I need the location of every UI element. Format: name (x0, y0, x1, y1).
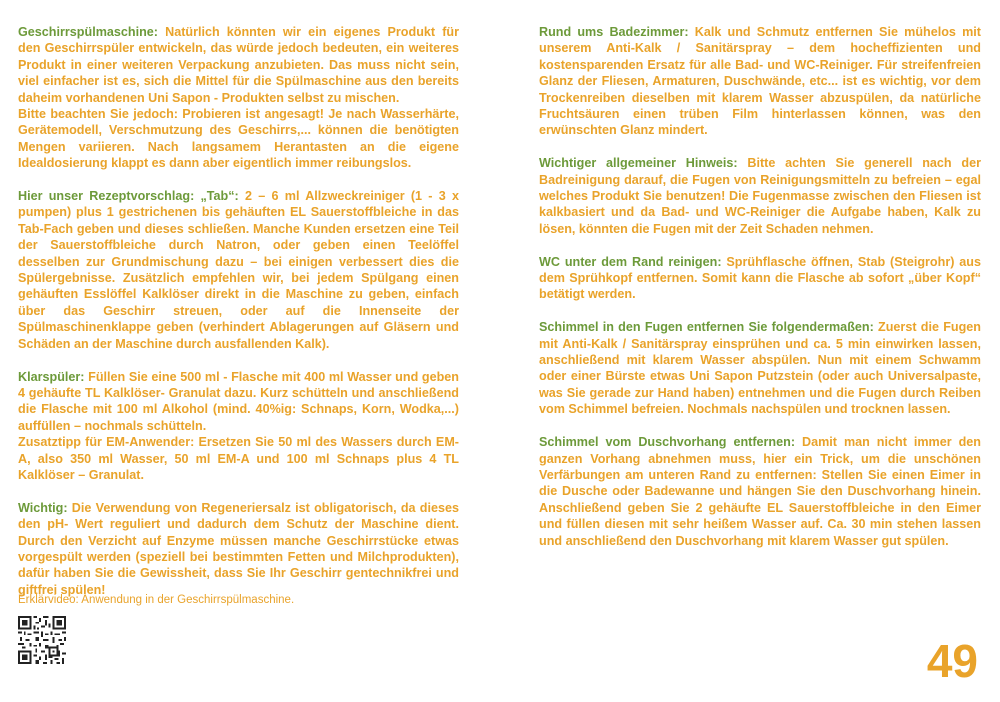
paragraph-klarspueler (18, 369, 459, 484)
heading-wc: WC unter dem Rand reinigen: (539, 254, 722, 269)
heading-schimmel-duschvorhang: Schimmel vom Duschvorhang entfernen: (539, 435, 796, 450)
paragraph-rezeptvorschlag (18, 188, 459, 352)
qr-code-icon[interactable] (18, 616, 66, 664)
paragraph-schimmel-duschvorhang (539, 434, 981, 549)
paragraph-text: Bitte achten Sie generell nach der Badreinigung darauf, die Fugen von Reinigungsmitteln zu befreien – egal welches Produkt Sie benutzen! Die Fugenmasse zwischen den Fliesen ist kalkbasiert und da Bad- und WC-Reiniger die Aufgabe haben, Kalk zu lösen, könnten die Fugen mit der Zeit Schaden nehmen. (539, 156, 981, 236)
heading-rezeptvorschlag: Hier unser Rezeptvorschlag: „Tab“: (18, 189, 239, 204)
paragraph-text: Zuerst die Fugen mit Anti-Kalk / Sanitärspray einsprühen und ca. 5 min einwirken lassen, anschließend mit klarem Wasser abspülen. Nun mit einem Schwamm oder einer Bürste etwas Uni Sapon Putzstein (oder auch Universalpaste, was Sie gerade zur Hand haben) entnehmen und die Fugen durch Reiben vom Schimmel befreien. Nochmals nachspülen und trocknen lassen. (539, 320, 981, 417)
paragraph-wc (539, 254, 981, 303)
heading-wichtig: Wichtig: (18, 500, 68, 515)
paragraph-badezimmer (539, 24, 981, 139)
video-caption: Erklärvideo: Anwendung in der Geschirrspülmaschine. (18, 594, 295, 606)
heading-badezimmer: Rund ums Badezimmer: (539, 25, 689, 39)
paragraph-text: Bitte beachten Sie jedoch: Probieren ist angesagt! Je nach Wasserhärte, Gerätemodell, Verschmutzung des Geschirrs,... können die benötigten Mengen variieren. Nach langsamem Herantasten an die eigene Idealdosierung klappt es dann aber eigentlich immer reibungslos. (18, 107, 459, 171)
heading-schimmel-fugen: Schimmel in den Fugen entfernen Sie folgendermaßen: (539, 320, 874, 335)
paragraph-text: Füllen Sie eine 500 ml - Flasche mit 400 ml Wasser und geben 4 gehäufte TL Kalklöser- Granulat dazu. Kurz schütteln und anschließend die Flasche mit 100 ml Alkohol (mind. 40%ig: Schnaps, Korn, Wodka,...) auffüllen – nochmals schütteln. (18, 369, 459, 433)
paragraph-text: Kalk und Schmutz entfernen Sie mühelos mit unserem Anti-Kalk / Sanitärspray – dem hocheffizienten und kostensparenden Ersatz für alle Bad- und WC-Reiniger. Für streifenfreien Glanz der Fliesen, Armaturen, Duschwände, etc... ist es wichtig, vor dem Trockenreiben dieselben mit klarem Wasser abzuspülen, da natürliche Fruchtsäuren einen trüben Film hinterlassen können, was den erwünschten Glanz mindert. (539, 25, 982, 138)
paragraph-text: 2 – 6 ml Allzweckreiniger (1 - 3 x pumpen) plus 1 gestrichenen bis gehäuften EL Sauerstoffbleiche in das Tab-Fach geben und dieses schließen. Manche Kunden ersetzen eine Teil der Sauerstoffbleiche durch Natron, oder geben einen Teelöffel desselben zur Grundmischung dazu – bei einigen verbessert dies die Spülergebnisse. Zusätzlich empfehlen wir, bei jedem Spülgang einen gehäuften Esslöffel Kalklöser direkt in die Maschine zu geben, einfach über das Geschirr streuen, oder auf die Innenseite der Spülmaschinenklappe geben (verhindert Ablagerungen auf Gläsern und Schäden an der Maschine durch ausfallenden Kalk). (18, 189, 459, 351)
paragraph-schimmel-fugen (539, 319, 981, 417)
left-column (18, 24, 459, 615)
paragraph-text: Zusatztipp für EM-Anwender: Ersetzen Sie 50 ml des Wassers durch EM-A, also 350 ml Wasser, 50 ml EM-A und 100 ml Schnaps plus 4 TL Kalklöser – Granulat. (18, 435, 459, 482)
paragraph-text: Natürlich könnten wir ein eigenes Produkt für den Geschirrspüler entwickeln, das würde jedoch bedeuten, ein weiteres Produkt in einer weiteren Verpackung anzubieten. Das muss nicht sein, viel einfacher ist es, sich die Mittel für die Spülmaschine aus den bereits daheim vorhandenen Uni Sapon - Produkten selbst zu mischen. (18, 25, 459, 105)
paragraph-text: Sprühflasche öffnen, Stab (Steigrohr) aus dem Sprühkopf entfernen. Somit kann die Flasche ab sofort „über Kopf“ betätigt werden. (539, 254, 981, 302)
heading-klarspueler: Klarspüler: (18, 369, 85, 384)
page-number: 49 (926, 635, 978, 687)
right-column (539, 24, 981, 565)
heading-geschirrspuelmaschine: Geschirrspülmaschine: (18, 25, 158, 39)
paragraph-geschirrspuelmaschine (18, 24, 459, 172)
paragraph-text: Damit man nicht immer den ganzen Vorhang abnehmen muss, hier ein Trick, um die unschönen Verfärbungen am unteren Rand zu entfernen: Stellen Sie einen Eimer in die Dusche oder Badewanne und hängen Sie den Duschvorhang hinein. Anschließend geben Sie 2 gehäufte EL Sauerstoffbleiche in den Eimer und füllen diesen mit sehr heißem Wasser auf. Ca. 30 min stehen lassen und anschließend den Duschvorhang mit klarem Wasser gut spülen. (539, 435, 981, 548)
paragraph-wichtig (18, 500, 459, 598)
paragraph-text: Die Verwendung von Regeneriersalz ist obligatorisch, da dieses den pH- Wert reguliert und dadurch dem Schutz der Maschine dient. Durch den Verzicht auf Enzyme müssen manche Geschirrstücke etwas vorgespült werden (speziell bei bestimmten Fetten und Milchprodukten), dafür haben Sie die Gewissheit, dass Sie Ihr Geschirr gentechnikfrei und giftfrei spülen! (18, 500, 459, 597)
paragraph-hinweis (539, 155, 981, 237)
heading-hinweis: Wichtiger allgemeiner Hinweis: (539, 156, 738, 171)
